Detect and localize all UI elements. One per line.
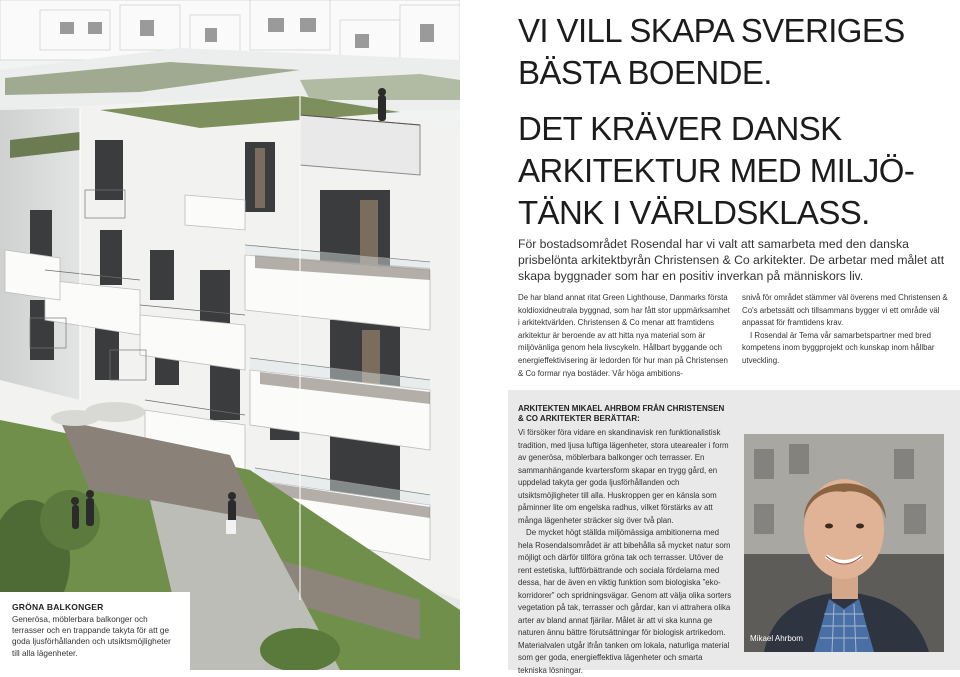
body-column-left: De har bland annat ritat Green Lighthouse, Danmarks första koldioxidneutrala byggnad, som har fått stor uppmärksamhet i arkitektvärlden. Christensen & Co menar att framtidens arkitektur är beroende av att hitta nya material som är miljövänliga genom hela livscykeln. Hållbart byggande och energieffektivisering är ledorden för hur man på Christensen & Co formar nya bostäder. Vår höga ambitions- <box>518 293 730 378</box>
headline-line: DET KRÄVER DANSK <box>518 110 842 147</box>
headline-line: BÄSTA BOENDE. <box>518 54 772 91</box>
image-caption-title: GRÖNA BALKONGER <box>12 602 104 612</box>
lead-paragraph: För bostadsområdet Rosendal har vi valt att samarbeta med den danska prisbelönta arkitektbyrån Christensen & Co arkitekter. De arbetar med målet att skapa byggnader som har en positiv inverkan på människors liv. <box>518 237 945 284</box>
architect-paragraph: Vi försöker föra vidare en skandinavisk ren funktionalistisk tradition, med ljusa luftiga lägenheter, stora uteareaIer i form av generösa, möblerbara balkonger och terrasser. En sammanhängande kvartersform skapar en trygg gård, en uppdelad takyta ger goda ljusförhållanden och utsiktsmöjligheter till alla. Huskroppen ger en känsla som påminner lite om engelska radhus, vilket förstärks av att många lägenheter sträcker sig över två plan. <box>518 428 729 525</box>
architect-portrait-photo <box>744 434 944 652</box>
body-paragraph: I Rosendal är Tema vår samarbetspartner med bred kompetens inom byggprojekt och kunskap inom hållbar utveckling. <box>742 330 935 365</box>
architect-heading: ARKITEKTEN MIKAEL AHRBOM FRÅN CHRISTENSEN & CO ARKITEKTER BERÄTTAR: <box>518 404 725 423</box>
headline-line: VI VILL SKAPA SVERIGES <box>518 12 905 49</box>
headline <box>518 10 948 234</box>
headline-line: TÄNK I VÄRLDSKLASS. <box>518 194 870 231</box>
portrait-caption: Mikael Ahrbom <box>750 634 803 643</box>
architectural-rendering <box>0 0 460 670</box>
architect-paragraph: De mycket högt ställda miljömässiga ambitionerna med hela Rosendalsområdet är att bibehålla så mycket natur som möjligt och därför tillföra gröna tak och terrasser. Utöver de rent estetiska, luftförbättrande och sociala fördelarna med dessa, har de även en viktig funktion som biologiska ”eko-korridorer” och spridningsvägar. Genom att välja olika sorters vegetation på tak, terrasser och gårdar, kan vi attrahera olika arter av bland annat fjärilar. Målet är att vi ska kunna ge naturen ännu bättre förutsättningar för biologisk artrikedom. Materialvalen utgår ifrån tanken om lokala, naturliga material som ger goda, energieffektiva lägenheter och smarta tekniska lösningar. <box>518 528 732 675</box>
architect-text-column <box>518 427 732 677</box>
body-column-right <box>742 292 950 368</box>
headline-line: ARKITEKTUR MED MILJÖ- <box>518 152 915 189</box>
image-caption-box <box>0 592 190 670</box>
body-paragraph: snivå för området stämmer väl överens med Christensen & Co's arbetssätt och tillsammans bygger vi ett område väl anpassat för framtidens krav. <box>742 293 948 328</box>
image-caption-text: Generösa, möblerbara balkonger och terrasser och en trappande takyta för att ge goda ljusförhållanden och utsiktsmöjligheter till alla lägenheter. <box>12 615 171 658</box>
